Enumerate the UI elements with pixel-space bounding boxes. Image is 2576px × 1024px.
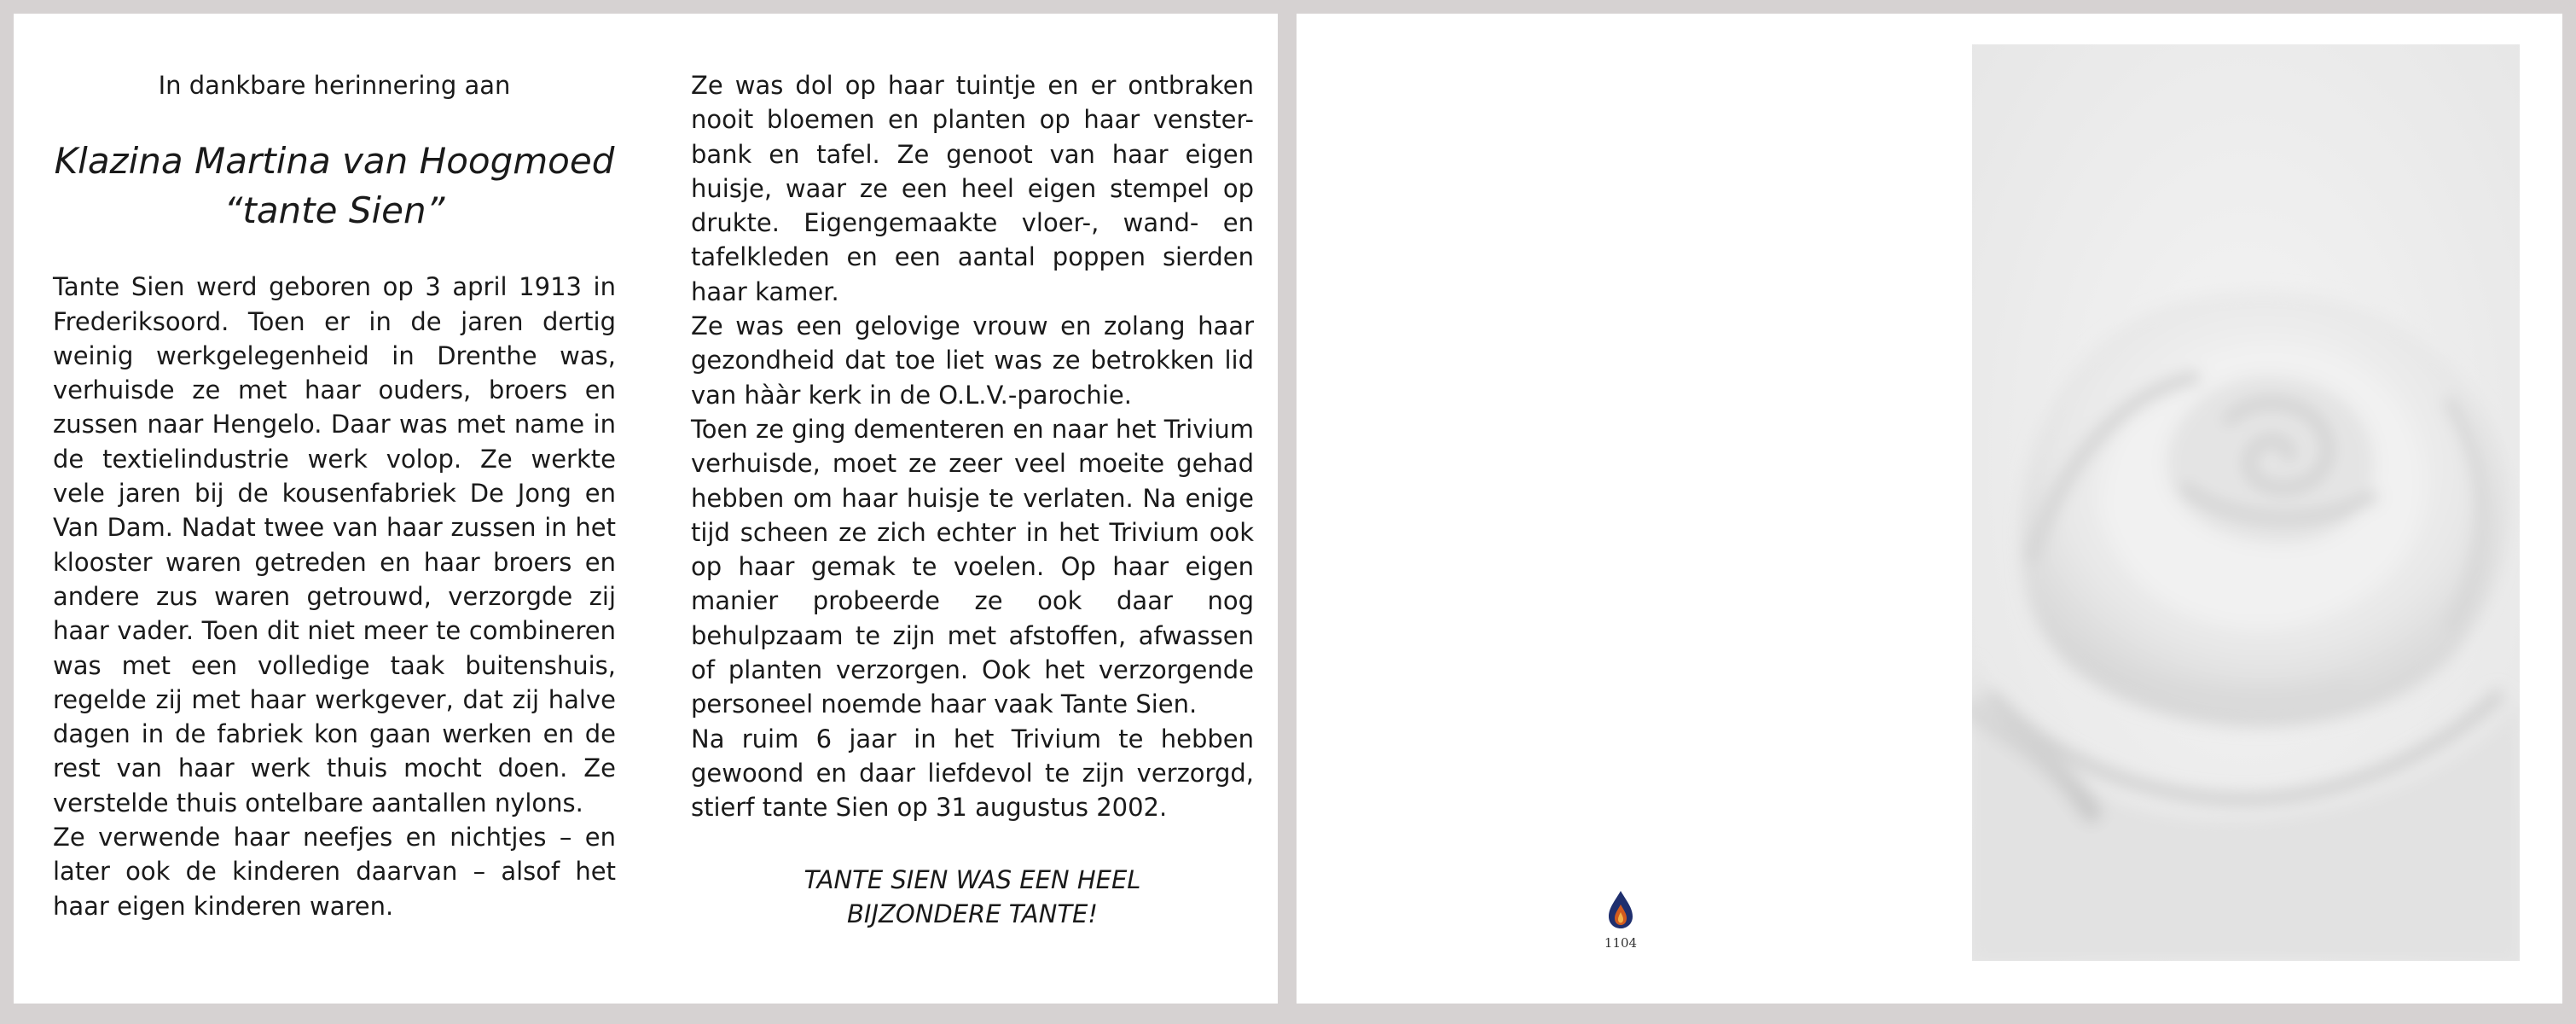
text-column-right bbox=[691, 68, 1254, 931]
rose-illustration bbox=[1972, 44, 2520, 961]
nickname: “tante Sien” bbox=[223, 189, 445, 232]
memorial-card-image-side bbox=[1297, 14, 2562, 1004]
memorial-card-text-side bbox=[14, 14, 1278, 1004]
full-name: Klazina Martina van Hoogmoed bbox=[54, 140, 615, 183]
biography-paragraph: Na ruim 6 jaar in het Trivium te hebben gewoond en daar liefdevol te zijn verzorgd, stierf tante Sien op 31 augustus 2002. bbox=[691, 724, 1254, 823]
closing-line: BIJZONDERE TANTE! bbox=[847, 899, 1098, 928]
biography-paragraph: Ze was dol op haar tuintje en er ontbraken nooit bloemen en planten op haar venster-bank en tafel. Ze genoot van haar eigen huisje, waar ze een heel eigen stempel op drukte. Eigengemaakte vloer-, wand- en tafelkleden en een aantal poppen sierden haar kamer. bbox=[691, 71, 1254, 306]
product-code: 1104 bbox=[1604, 935, 1638, 951]
biography-paragraph: Tante Sien werd geboren op 3 april 1913 in Frederiksoord. Toen er in de jaren dertig weinig werkgelegenheid in Drenthe was, verhuisde ze met haar ouders, broers en zussen naar Hengelo. Daar was met name in de textielindustrie werk volop. Ze werkte vele jaren bij de kousenfabriek De Jong en Van Dam. Nadat twee van haar zussen in het klooster waren getreden en haar broers en andere zus waren getrouwd, verzorgde zij haar vader. Toen dit niet meer te combineren was met een volledige taak buitenshuis, regelde zij met haar werkgever, dat zij halve dagen in de fabriek kon gaan werken en de rest van haar werk thuis mocht doen. Ze verstelde thuis ontelbare aantallen nylons. bbox=[53, 272, 616, 817]
closing-statement bbox=[691, 863, 1254, 931]
publisher-mark bbox=[1590, 889, 1651, 951]
biography-paragraph: Ze was een gelovige vrouw en zolang haar gezondheid dat toe liet was ze betrokken lid van hààr kerk in de O.L.V.-parochie. bbox=[691, 311, 1254, 410]
biography-paragraph: Toen ze ging dementeren en naar het Trivium verhuisde, moet ze zeer veel moeite gehad hebben om haar huisje te verlaten. Na enige tijd scheen ze zich echter in het Trivium ook op haar gemak te voelen. Op haar eigen manier probeerde ze ook daar nog behulpzaam te zijn met afstoffen, afwassen of planten verzorgen. Ook het verzorgende personeel noemde haar vaak Tante Sien. bbox=[691, 414, 1254, 719]
text-column-left bbox=[53, 68, 616, 923]
closing-line: TANTE SIEN WAS EEN HEEL bbox=[804, 864, 1141, 894]
intro-line: In dankbare herinnering aan bbox=[158, 71, 511, 100]
candle-flame-icon bbox=[1604, 889, 1638, 930]
white-rose-photo bbox=[1972, 44, 2520, 961]
deceased-name bbox=[53, 137, 616, 236]
biography-paragraph: Ze verwende haar neefjes en nichtjes – en later ook de kinderen daarvan – alsof het haar eigen kinderen waren. bbox=[53, 823, 616, 921]
